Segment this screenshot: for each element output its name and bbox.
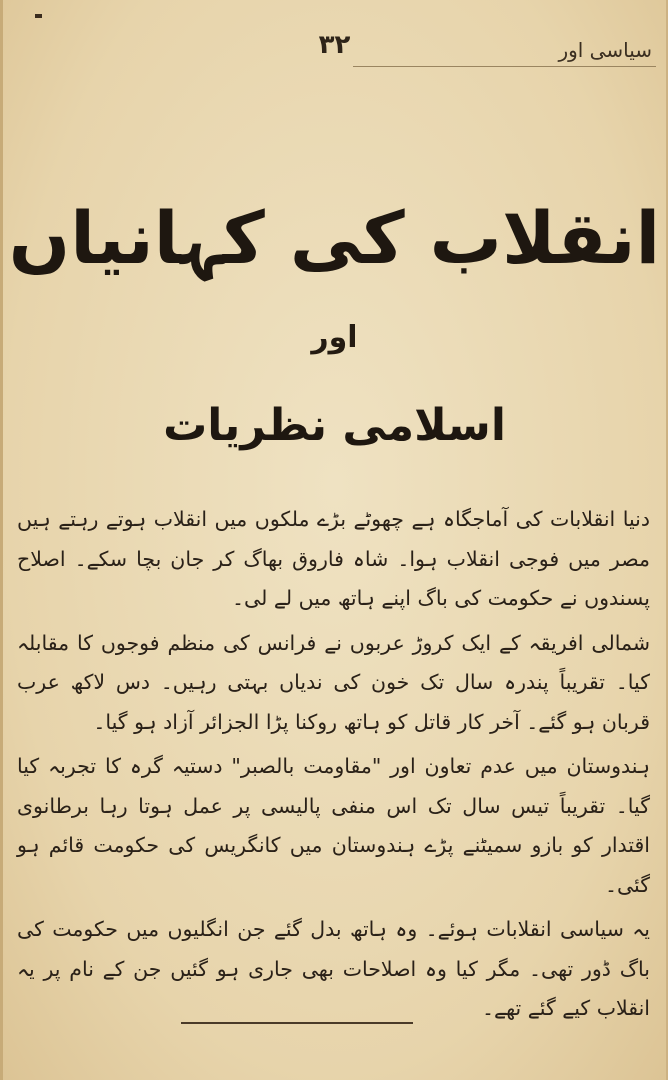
paragraph: ہندوستان میں عدم تعاون اور "مقاومت بالصبر" دستیہ گرہ کا تجربہ کیا گیا۔ تقریباً تیس سال تک اس منفی پالیسی پر عمل ہوتا رہا برطانوی اقتدار کو بازو سمیٹنے پڑے ہندوستان میں کانگریس کی حکومت قائم ہو گئی۔ (17, 754, 650, 897)
title-conjunction: اور (311, 320, 358, 355)
footer-rule (181, 1022, 413, 1024)
chapter-subtitle: اسلامی نظریات (163, 400, 506, 451)
page-number: ۳۲ (318, 30, 351, 60)
header-rule (353, 66, 656, 67)
paragraph: یہ سیاسی انقلابات ہوئے۔ وہ ہاتھ بدل گئے جن انگلیوں میں حکومت کی باگ ڈور تھی۔ مگر کیا وہ اصلاحات بھی جاری ہو گئیں جن کے نام پر یہ انقلاب کیے گئے تھے۔ (17, 917, 650, 1020)
body-text (17, 500, 650, 1034)
ink-mark (35, 14, 42, 18)
paragraph: شمالی افریقہ کے ایک کروڑ عربوں نے فرانس کی منظم فوجوں کا مقابلہ کیا۔ تقریباً پندرہ سال تک خون کی ندیاں بہتی رہیں۔ دس لاکھ عرب قربان ہو گئے۔ آخر کار قاتل کو ہاتھ روکنا پڑا الجزائر آزاد ہو گیا۔ (17, 630, 650, 734)
running-header: سیاسی اور (558, 38, 652, 62)
paragraph: دنیا انقلابات کی آماجگاہ ہے چھوٹے بڑے ملکوں میں انقلاب ہوتے رہتے ہیں مصر میں فوجی انقلاب ہوا۔ شاہ فاروق بھاگ کر جان بچا سکے۔ اصلاح پسندوں نے حکومت کی باگ اپنے ہاتھ میں لے لی۔ (17, 507, 650, 610)
chapter-title: انقلاب کی کہانیاں (8, 196, 661, 280)
